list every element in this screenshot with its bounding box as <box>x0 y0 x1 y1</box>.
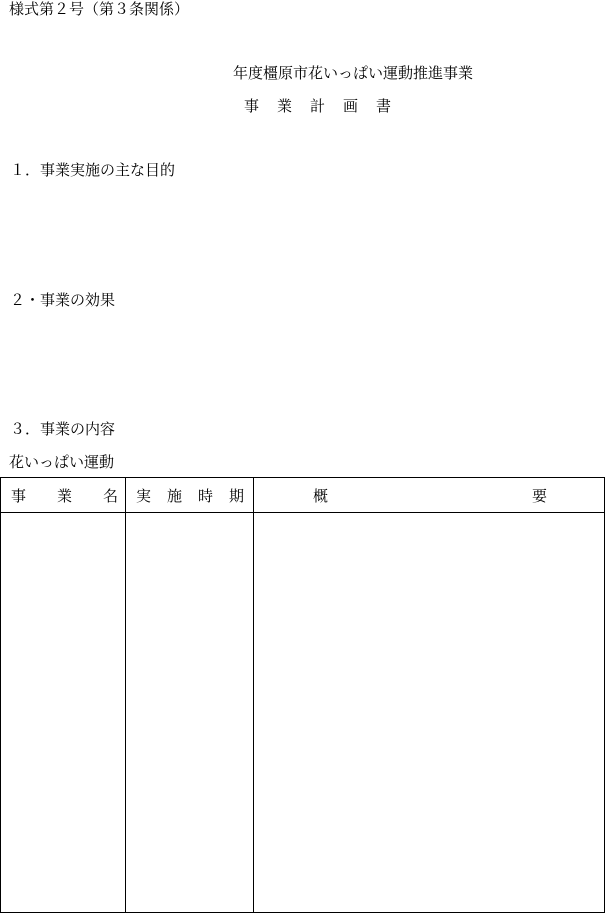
column-header-summary <box>254 478 605 513</box>
column-header-summary-label: 概要 <box>313 486 547 505</box>
section-subheading: 花いっぱい運動 <box>9 453 115 471</box>
cell-summary[interactable] <box>254 513 605 913</box>
document-subtitle: 事業計画書 <box>244 97 410 115</box>
project-content-table <box>0 477 605 913</box>
table-header-row <box>1 478 605 513</box>
section-heading-content: ３．事業の内容 <box>10 420 116 438</box>
cell-period[interactable] <box>126 513 254 913</box>
section-heading-purpose: １．事業実施の主な目的 <box>10 161 176 179</box>
table-row <box>1 513 605 913</box>
column-header-project-name: 事業名 <box>1 478 126 513</box>
cell-project-name[interactable] <box>1 513 126 913</box>
section-heading-effect: ２・事業の効果 <box>10 291 116 309</box>
form-number: 様式第２号（第３条関係） <box>9 0 190 18</box>
column-header-period: 実施時期 <box>126 478 254 513</box>
document-title: 年度橿原市花いっぱい運動推進事業 <box>233 64 474 82</box>
